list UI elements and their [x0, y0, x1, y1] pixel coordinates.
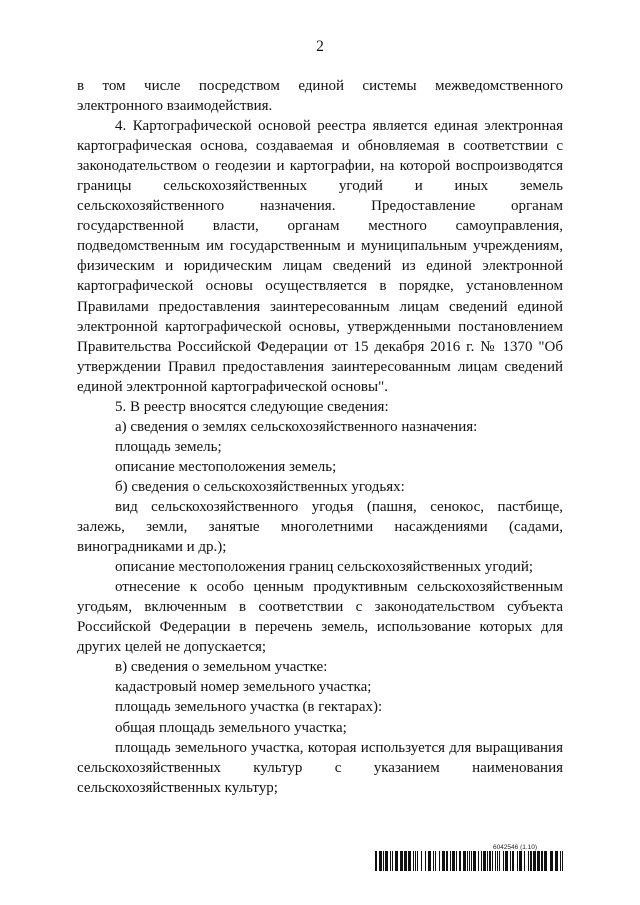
- barcode-bar: [379, 851, 382, 871]
- barcode-bar: [510, 851, 511, 871]
- barcode-bar: [530, 851, 532, 871]
- barcode-bar: [524, 851, 525, 871]
- barcode-bar: [404, 851, 407, 871]
- barcode-bar: [505, 851, 508, 871]
- barcode-bar: [395, 851, 398, 871]
- barcode-bar: [503, 851, 504, 871]
- barcode-bar: [450, 851, 451, 871]
- paragraph-continuation: в том числе посредством единой системы межведомственного электронного взаимодействия.: [77, 78, 563, 115]
- paragraph-subitem-v: в) сведения о земельном участке:: [115, 659, 328, 676]
- paragraph-line: вид сельскохозяйственного угодья (пашня, сенокос, пастбище, залежь, земли, занятые многолетними насаждениями (садами, виноградниками и др.);: [77, 498, 563, 556]
- barcode-bar: [481, 851, 482, 871]
- barcode-bar: [392, 851, 393, 871]
- barcode-bar: [537, 851, 540, 871]
- barcode-bar: [456, 851, 457, 871]
- barcode-bar: [499, 851, 500, 871]
- barcode-bar: [413, 851, 414, 871]
- barcode-bar: [473, 851, 476, 871]
- barcode-bar: [533, 851, 536, 871]
- paragraph-line: общая площадь земельного участка;: [115, 719, 347, 736]
- barcode-bar: [421, 851, 422, 871]
- barcode-bar: [435, 851, 436, 871]
- barcode-bar: [560, 851, 561, 871]
- barcode-bar: [487, 851, 488, 871]
- paragraph-subitem-b: б) сведения о сельскохозяйственных угодьях:: [115, 478, 405, 495]
- barcode-caption: 6042546 (1.10): [492, 844, 538, 851]
- barcode-bar: [400, 851, 403, 871]
- paragraph-item-5: 5. В реестр вносятся следующие сведения:: [115, 398, 389, 415]
- paragraph-line: отнесение к особо ценным продуктивным сельскохозяйственным угодьям, включенным в соответствии с законодательством субъекта Российской Федерации в перечень земель, использование которых для других целей не допускается;: [77, 579, 563, 656]
- paragraph-item-4: 4. Картографической основой реестра является единая электронная картографическая основа, создаваемая и обновляемая в соответствии с законодательством о геодезии и картографии, на которой воспроизводятся границы сельскохозяйственных угодий и иных земель сельскохозяйственного назначения. Предоставление органам государственной власти, органам местного самоуправления, подведомственным им государственным и муниципальным учреждениям, физическим и юридическим лицам сведений из единой электронной картографической основы осуществляется в порядке, установленном Правилами предоставления заинтересованным лицам сведений единой электронной картографической основы, утвержденными постановлением Правительства Российской Федерации от 15 декабря 2016 г. № 1370 "Об утверждении Правил предоставления заинтересованным лицам сведений единой электронной картографической основы".: [77, 118, 563, 395]
- barcode-bar: [469, 851, 470, 871]
- barcode-bar: [433, 851, 434, 871]
- barcode-bar: [497, 851, 498, 871]
- barcode-bar: [478, 851, 479, 871]
- barcode-bar: [415, 851, 416, 871]
- barcode-bar: [385, 851, 388, 871]
- barcode-bar: [492, 851, 493, 871]
- paragraph-line: кадастровый номер земельного участка;: [115, 679, 372, 696]
- barcode-bar: [446, 851, 448, 871]
- barcode-bar: [383, 851, 384, 871]
- barcode-bar: [390, 851, 391, 871]
- barcode-bar: [463, 851, 466, 871]
- barcode-bar: [517, 851, 518, 871]
- barcode-bar: [467, 851, 468, 871]
- barcode-bar: [562, 851, 563, 871]
- page-number: 2: [316, 38, 324, 55]
- barcode: [375, 851, 563, 871]
- paragraph-subitem-a: а) сведения о землях сельскохозяйственного назначения:: [115, 418, 478, 435]
- paragraph-line: описание местоположения земель;: [115, 458, 337, 475]
- barcode-bar: [489, 851, 491, 871]
- paragraph-line: площадь земель;: [115, 438, 222, 455]
- barcode-bar: [550, 851, 553, 871]
- barcode-bar: [459, 851, 461, 871]
- paragraph-line: описание местоположения границ сельскохозяйственных угодий;: [115, 559, 534, 576]
- barcode-bar: [442, 851, 445, 871]
- barcode-bar: [519, 851, 522, 871]
- paragraph-line: площадь земельного участка (в гектарах):: [115, 699, 383, 716]
- barcode-bar: [512, 851, 514, 871]
- barcode-bar: [541, 851, 543, 871]
- barcode-bar: [452, 851, 455, 871]
- barcode-bar: [425, 851, 426, 871]
- barcode-bar: [375, 851, 377, 871]
- document-body: [77, 76, 563, 798]
- barcode-bar: [555, 851, 558, 871]
- barcode-bar: [544, 851, 547, 871]
- paragraph-line: площадь земельного участка, которая используется для выращивания сельскохозяйственных культур с указанием наименования сельскохозяйственных культур;: [77, 739, 563, 796]
- barcode-bar: [408, 851, 411, 871]
- barcode-bar: [417, 851, 418, 871]
- barcode-bar: [471, 851, 472, 871]
- barcode-bar: [528, 851, 529, 871]
- barcode-bar: [483, 851, 486, 871]
- barcode-bar: [428, 851, 431, 871]
- barcode-bar: [439, 851, 440, 871]
- barcode-bar: [495, 851, 496, 871]
